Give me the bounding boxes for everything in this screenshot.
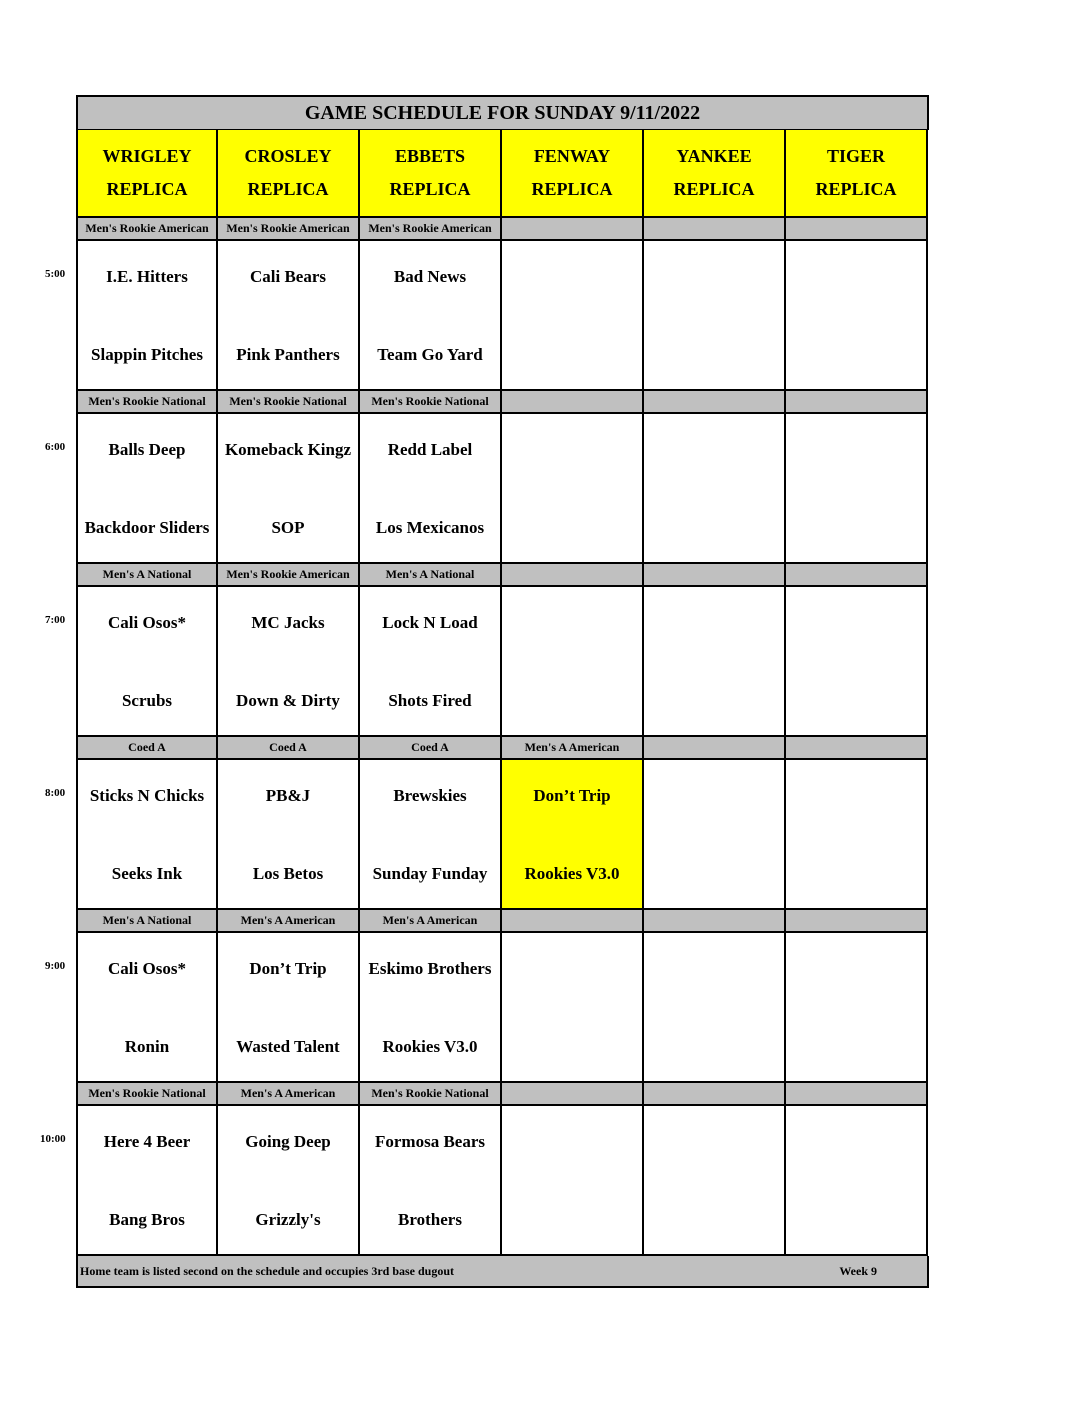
division-label: Men's Rookie American: [218, 218, 360, 241]
away-team: Cali Bears: [249, 267, 327, 286]
home-team: Wasted Talent: [236, 1037, 340, 1056]
game-cell: [502, 933, 644, 1083]
division-row: [76, 218, 929, 241]
away-team: Brewskies: [393, 786, 467, 805]
game-cell: [644, 1106, 786, 1256]
game-row: [76, 1106, 929, 1256]
field-header-fenway: [502, 130, 644, 218]
away-team: Here 4 Beer: [103, 1132, 191, 1151]
away-team: Balls Deep: [108, 440, 186, 459]
division-label: [786, 218, 928, 241]
game-cell: [502, 414, 644, 564]
division-row: [76, 1083, 929, 1106]
home-team: Backdoor Sliders: [84, 518, 210, 537]
division-label: Men's Rookie National: [76, 391, 218, 414]
away-team: Don’t Trip: [533, 786, 611, 805]
division-label: Men's Rookie National: [360, 391, 502, 414]
game-cell: [218, 414, 360, 564]
away-team: Cali Osos*: [108, 613, 186, 632]
division-label: Men's A American: [502, 737, 644, 760]
home-team: Los Mexicanos: [375, 518, 485, 537]
game-row: [76, 241, 929, 391]
home-team: Los Betos: [252, 864, 324, 883]
schedule-footer: [76, 1256, 929, 1288]
time-label: 10:00: [40, 1133, 66, 1145]
game-cell: [360, 241, 502, 391]
division-label: Men's A American: [218, 910, 360, 933]
home-team: SOP: [271, 518, 305, 537]
game-row: [76, 587, 929, 737]
home-team: Bang Bros: [109, 1210, 185, 1229]
game-cell: [360, 414, 502, 564]
home-team: Sunday Funday: [372, 864, 488, 883]
home-team: Grizzly's: [255, 1210, 321, 1229]
home-team: Slappin Pitches: [91, 345, 203, 364]
away-team: MC Jacks: [251, 613, 325, 632]
away-team: I.E. Hitters: [106, 267, 188, 286]
game-cell: [218, 760, 360, 910]
division-label: [786, 910, 928, 933]
away-team: Going Deep: [245, 1132, 331, 1151]
home-team: Team Go Yard: [377, 345, 483, 364]
game-cell: [360, 760, 502, 910]
division-label: Men's Rookie National: [360, 1083, 502, 1106]
division-label: Men's A National: [76, 910, 218, 933]
game-cell: [76, 241, 218, 391]
game-cell: [786, 933, 928, 1083]
field-header-crosley: [218, 130, 360, 218]
home-team: Seeks Ink: [111, 864, 183, 883]
division-label: Coed A: [360, 737, 502, 760]
footer-week: Week 9: [839, 1263, 877, 1278]
footer-note: Home team is listed second on the schedule and occupies 3rd base dugout: [80, 1263, 455, 1278]
game-cell: [76, 933, 218, 1083]
home-team: Shots Fired: [388, 691, 472, 710]
division-label: [786, 737, 928, 760]
time-label: 5:00: [45, 268, 66, 280]
field-name: CROSLEY: [244, 146, 332, 166]
division-label: Men's Rookie National: [76, 1083, 218, 1106]
field-header-row: [76, 130, 929, 218]
division-row: [76, 391, 929, 414]
division-label: Men's Rookie American: [218, 564, 360, 587]
field-header-yankee: [644, 130, 786, 218]
time-label: 6:00: [45, 441, 66, 453]
away-team: Komeback Kingz: [224, 440, 352, 459]
game-row: [76, 414, 929, 564]
field-header-wrigley: [76, 130, 218, 218]
game-cell: [76, 587, 218, 737]
game-cell: [644, 933, 786, 1083]
game-cell: [502, 760, 644, 910]
away-team: Redd Label: [387, 440, 473, 459]
division-label: Coed A: [218, 737, 360, 760]
away-team: Cali Osos*: [108, 959, 186, 978]
game-cell: [360, 587, 502, 737]
game-cell: [218, 933, 360, 1083]
game-cell: [644, 760, 786, 910]
game-row: [76, 933, 929, 1083]
division-label: Men's Rookie American: [76, 218, 218, 241]
game-cell: [218, 587, 360, 737]
home-team: Scrubs: [121, 691, 173, 710]
division-label: Men's A American: [360, 910, 502, 933]
game-cell: [502, 587, 644, 737]
home-team: Pink Panthers: [236, 345, 340, 364]
home-team: Ronin: [124, 1037, 170, 1056]
division-label: [644, 737, 786, 760]
division-label: [502, 1083, 644, 1106]
game-cell: [786, 1106, 928, 1256]
game-cell: [360, 933, 502, 1083]
division-label: [644, 391, 786, 414]
division-label: [644, 1083, 786, 1106]
game-cell: [644, 241, 786, 391]
away-team: Lock N Load: [382, 613, 478, 632]
away-team: Formosa Bears: [374, 1132, 485, 1151]
game-cell: [502, 1106, 644, 1256]
division-label: Men's Rookie American: [360, 218, 502, 241]
division-label: Men's A National: [76, 564, 218, 587]
field-name: EBBETS: [394, 146, 466, 166]
game-cell: [502, 241, 644, 391]
field-header-ebbets: [360, 130, 502, 218]
away-team: Bad News: [393, 267, 467, 286]
game-cell: [786, 414, 928, 564]
field-subtitle: REPLICA: [106, 179, 188, 199]
schedule-sheet: [76, 95, 929, 1288]
field-subtitle: REPLICA: [815, 179, 897, 199]
division-label: [502, 910, 644, 933]
division-label: [502, 391, 644, 414]
game-cell: [76, 414, 218, 564]
away-team: Eskimo Brothers: [368, 959, 492, 978]
home-team: Rookies V3.0: [382, 1037, 478, 1056]
field-name: TIGER: [826, 146, 886, 166]
division-label: Men's A American: [218, 1083, 360, 1106]
field-subtitle: REPLICA: [673, 179, 755, 199]
away-team: PB&J: [265, 786, 311, 805]
division-label: [644, 218, 786, 241]
game-cell: [76, 760, 218, 910]
away-team: Sticks N Chicks: [89, 786, 205, 805]
division-label: Coed A: [76, 737, 218, 760]
game-cell: [786, 760, 928, 910]
time-label: 9:00: [45, 960, 66, 972]
division-row: [76, 910, 929, 933]
division-label: [786, 1083, 928, 1106]
home-team: Down & Dirty: [236, 691, 340, 710]
game-cell: [218, 1106, 360, 1256]
field-subtitle: REPLICA: [531, 179, 613, 199]
division-label: [502, 564, 644, 587]
game-cell: [786, 241, 928, 391]
time-label: 8:00: [45, 787, 66, 799]
field-name: WRIGLEY: [102, 146, 192, 166]
division-row: [76, 737, 929, 760]
field-name: FENWAY: [533, 146, 611, 166]
field-name: YANKEE: [676, 146, 752, 166]
game-cell: [786, 587, 928, 737]
game-row: [76, 760, 929, 910]
division-label: [502, 218, 644, 241]
field-header-tiger: [786, 130, 928, 218]
game-cell: [360, 1106, 502, 1256]
division-row: [76, 564, 929, 587]
division-label: [786, 564, 928, 587]
home-team: Rookies V3.0: [524, 864, 620, 883]
schedule-title: GAME SCHEDULE FOR SUNDAY 9/11/2022: [76, 95, 929, 130]
schedule-body: [76, 218, 929, 1256]
division-label: Men's A National: [360, 564, 502, 587]
field-subtitle: REPLICA: [247, 179, 329, 199]
game-cell: [218, 241, 360, 391]
division-label: Men's Rookie National: [218, 391, 360, 414]
division-label: [786, 391, 928, 414]
away-team: Don’t Trip: [249, 959, 327, 978]
game-cell: [76, 1106, 218, 1256]
division-label: [644, 910, 786, 933]
field-subtitle: REPLICA: [389, 179, 471, 199]
game-cell: [644, 414, 786, 564]
division-label: [644, 564, 786, 587]
home-team: Brothers: [398, 1210, 462, 1229]
time-label: 7:00: [45, 614, 66, 626]
game-cell: [644, 587, 786, 737]
